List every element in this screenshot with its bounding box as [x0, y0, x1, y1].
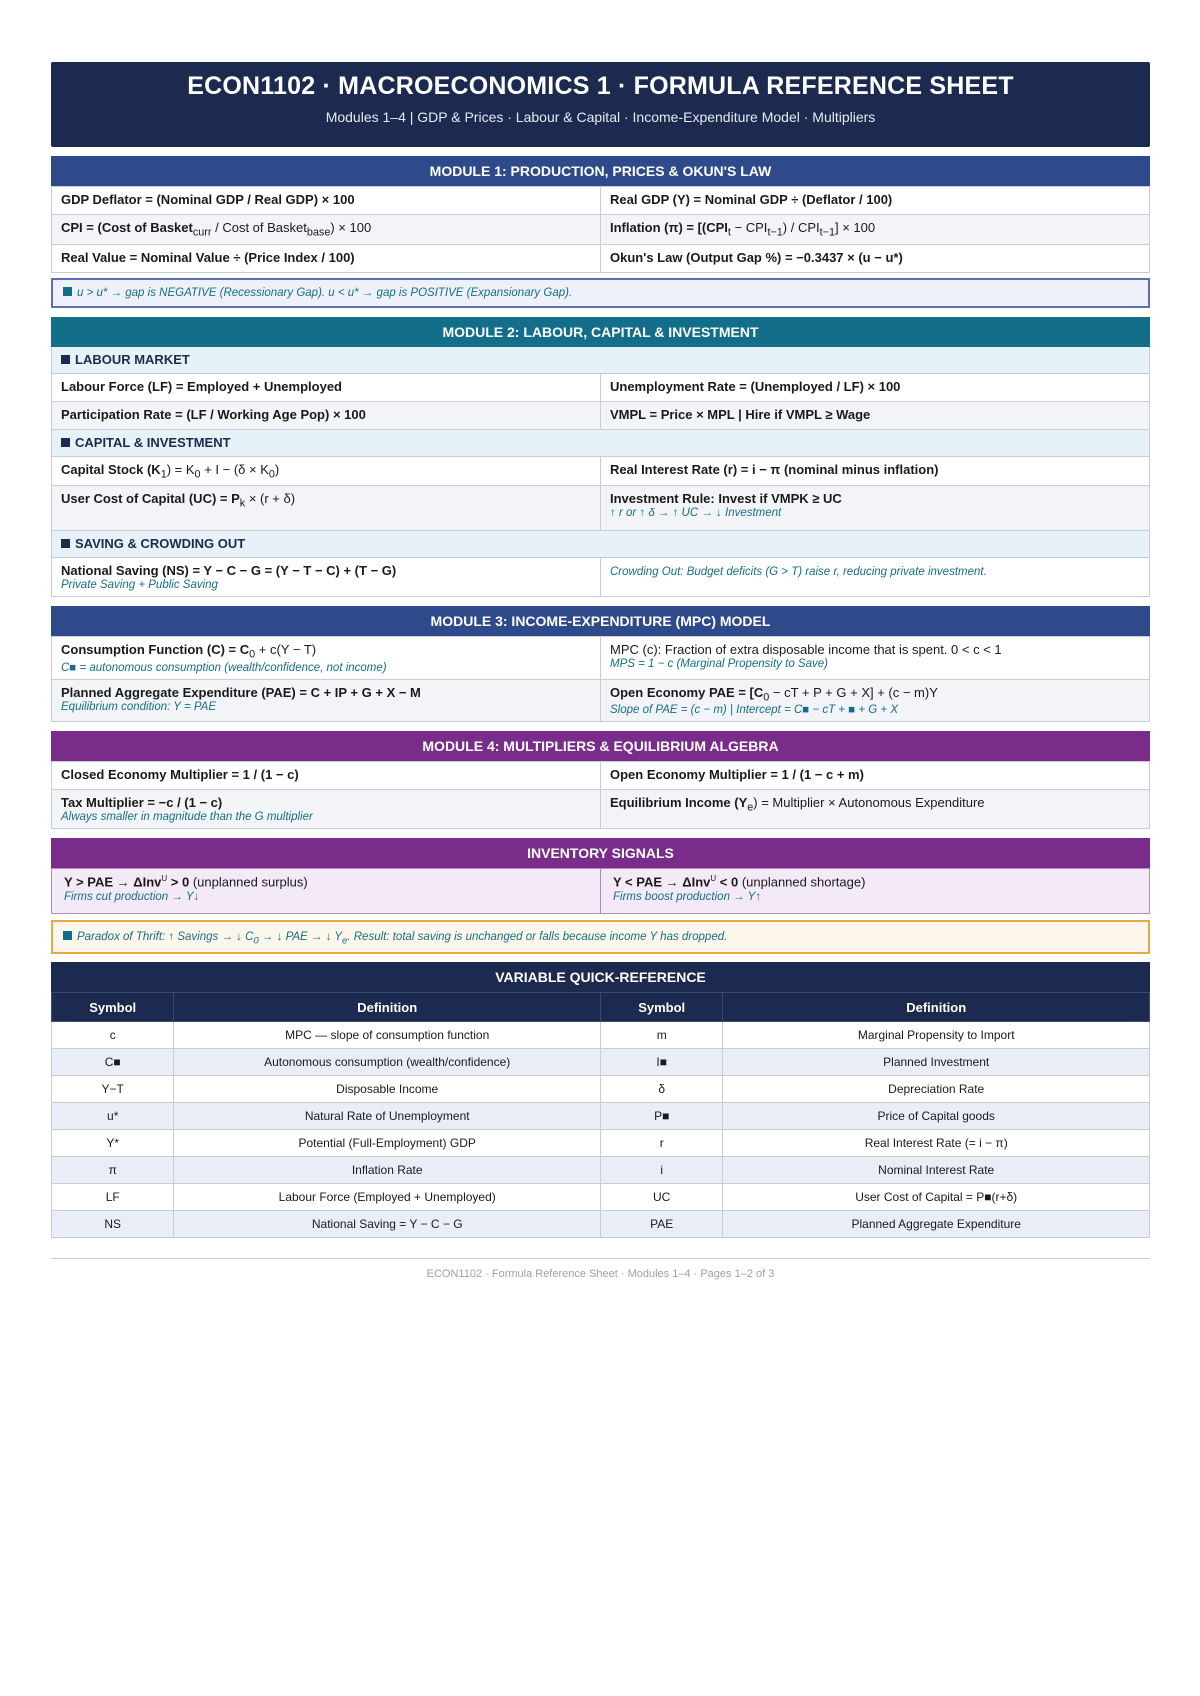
text: − CPI — [730, 220, 768, 235]
note-text: Firms boost production → Y↑ — [613, 890, 762, 903]
module1-table — [51, 186, 1150, 273]
symbol-cell: P■ — [600, 1103, 722, 1130]
text: + I − (δ × K — [200, 461, 269, 477]
subscript: k — [239, 497, 246, 510]
square-bullet-icon — [61, 539, 70, 548]
module4-table — [51, 761, 1150, 829]
subheader-text: CAPITAL & INVESTMENT — [75, 434, 231, 450]
text: Equilibrium Income (Y — [610, 795, 748, 811]
formula-real-value: Real Value = Nominal Value ÷ (Price Index / 100) — [61, 249, 355, 265]
note-text: Firms cut production → Y↓ — [64, 890, 200, 903]
formula-cell — [52, 762, 601, 790]
table-row — [52, 1211, 1150, 1238]
formula-inflation — [601, 215, 1150, 245]
table-row — [52, 244, 1150, 272]
table-row — [52, 373, 1150, 401]
formula-vmpl: VMPL = Price × MPL | Hire if VMPL ≥ Wage — [610, 406, 871, 422]
table-row — [52, 1022, 1150, 1049]
table-row — [52, 1184, 1150, 1211]
text: ) / CPI — [782, 220, 820, 235]
table-row — [52, 869, 1150, 914]
symbol-cell: u* — [52, 1103, 174, 1130]
text: + c(Y − T) — [255, 642, 317, 658]
subscript: 0 — [763, 691, 770, 704]
formula-cell — [601, 456, 1150, 486]
symbol-cell: r — [600, 1130, 722, 1157]
subscript: curr — [192, 226, 212, 239]
formula-investment-rule: Investment Rule: Invest if VMPK ≥ UC — [610, 491, 842, 507]
text: → ↓ PAE → ↓ Y — [258, 931, 343, 944]
formula-capital-stock — [52, 456, 601, 486]
formula-national-saving: National Saving (NS) = Y − C − G = (Y − T − C) + (T − G) — [61, 563, 397, 579]
text: > 0 — [167, 874, 190, 890]
formula-pae: Planned Aggregate Expenditure (PAE) = C + IP + G + X − M — [61, 684, 421, 700]
footer: ECON1102 · Formula Reference Sheet · Modules 1–4 · Pages 1–2 of 3 — [426, 1268, 775, 1281]
square-bullet-icon — [61, 438, 70, 447]
definition-cell: Planned Aggregate Expenditure — [723, 1211, 1150, 1238]
note-text: Always smaller in magnitude than the G multiplier — [61, 811, 313, 824]
capital-table — [51, 456, 1150, 532]
text: CPI = (Cost of Basket — [61, 220, 193, 235]
text: ] × 100 — [835, 220, 876, 235]
note-text: ↑ r or ↑ δ → ↑ UC → ↓ Investment — [610, 507, 782, 520]
formula-cell — [52, 558, 601, 597]
definition-cell: Planned Investment — [723, 1049, 1150, 1076]
definition-cell: Marginal Propensity to Import — [723, 1022, 1150, 1049]
formula-sheet — [51, 62, 1150, 1280]
formula-labour-force: Labour Force (LF) = Employed + Unemployed — [61, 378, 342, 394]
symbol-cell: I■ — [600, 1049, 722, 1076]
formula-cell — [601, 558, 1150, 597]
table-row — [52, 1130, 1150, 1157]
subscript: 0 — [253, 935, 259, 947]
subscript: base — [306, 226, 331, 239]
definition-cell: MPC — slope of consumption function — [174, 1022, 601, 1049]
formula-consumption — [52, 637, 601, 680]
table-header-row — [52, 993, 1150, 1022]
symbol-cell: Y* — [52, 1130, 174, 1157]
text: (unplanned shortage) — [738, 874, 866, 890]
text: Capital Stock (K — [61, 461, 161, 477]
text: × (r + δ) — [245, 491, 296, 507]
formula-tax-multiplier: Tax Multiplier = −c / (1 − c) — [61, 795, 223, 811]
formula-unemployment-rate: Unemployment Rate = (Unemployed / LF) × 100 — [610, 378, 901, 394]
definition-cell: Disposable Income — [174, 1076, 601, 1103]
text: . Result: total saving is unchanged or falls because income Y has dropped. — [347, 931, 728, 944]
definition-cell: Natural Rate of Unemployment — [174, 1103, 601, 1130]
header — [51, 62, 1150, 147]
text: Inflation (π) = [(CPI — [610, 220, 728, 235]
table-row — [52, 1157, 1150, 1184]
formula-open-pae — [601, 679, 1150, 722]
symbol-cell: UC — [600, 1184, 722, 1211]
symbol-cell: C■ — [52, 1049, 174, 1076]
formula-cell — [601, 244, 1150, 272]
formula-cell — [52, 401, 601, 429]
superscript: U — [710, 874, 717, 884]
definition-cell: Nominal Interest Rate — [723, 1157, 1150, 1184]
formula-cpi — [52, 215, 601, 245]
capital-subheader — [51, 430, 1150, 456]
formula-cell — [601, 762, 1150, 790]
subscript: 0 — [268, 468, 275, 481]
definition-cell: Potential (Full-Employment) GDP — [174, 1130, 601, 1157]
note-text: Equilibrium condition: Y = PAE — [61, 700, 217, 713]
variables-header: VARIABLE QUICK-REFERENCE — [51, 962, 1150, 992]
definition-cell: Price of Capital goods — [723, 1103, 1150, 1130]
definition-cell: Inflation Rate — [174, 1157, 601, 1184]
symbol-cell: LF — [52, 1184, 174, 1211]
text: Paradox of Thrift: ↑ Savings → ↓ C — [77, 931, 254, 944]
module2-header: MODULE 2: LABOUR, CAPITAL & INVESTMENT — [51, 317, 1150, 347]
paradox-callout — [51, 920, 1150, 954]
column-header: Definition — [723, 993, 1150, 1022]
formula-cell — [52, 373, 601, 401]
subscript: e — [747, 801, 754, 814]
table-row — [52, 637, 1150, 680]
inventory-header: INVENTORY SIGNALS — [51, 838, 1150, 868]
symbol-cell: δ — [600, 1076, 722, 1103]
subheader-text: SAVING & CROWDING OUT — [75, 536, 246, 552]
definition-cell: Labour Force (Employed + Unemployed) — [174, 1184, 601, 1211]
okun-callout — [51, 278, 1150, 308]
table-row — [52, 790, 1150, 829]
column-header: Symbol — [52, 993, 174, 1022]
text: ) = K — [166, 461, 195, 477]
symbol-cell: NS — [52, 1211, 174, 1238]
formula-closed-multiplier: Closed Economy Multiplier = 1 / (1 − c) — [61, 767, 299, 783]
variables-table — [51, 992, 1150, 1238]
subscript: e — [342, 935, 348, 947]
inventory-shortage — [601, 869, 1150, 914]
labour-subheader — [51, 347, 1150, 373]
symbol-cell: i — [600, 1157, 722, 1184]
module3-header: MODULE 3: INCOME-EXPENDITURE (MPC) MODEL — [51, 606, 1150, 636]
definition-cell: National Saving = Y − C − G — [174, 1211, 601, 1238]
text: − cT + P + G + X] + (c − m)Y — [769, 684, 938, 700]
column-header: Definition — [174, 993, 601, 1022]
formula-cell — [601, 373, 1150, 401]
formula-cell — [52, 679, 601, 722]
text: Open Economy PAE = [C — [610, 684, 764, 700]
page-subtitle: Modules 1–4 | GDP & Prices · Labour & Capital · Income-Expenditure Model · Multipliers — [325, 109, 876, 125]
formula-user-cost — [52, 486, 601, 531]
formula-real-gdp: Real GDP (Y) = Nominal GDP ÷ (Deflator / 100) — [610, 192, 893, 207]
table-row — [52, 486, 1150, 531]
table-row — [52, 1076, 1150, 1103]
table-row — [52, 558, 1150, 597]
subscript: t — [727, 226, 731, 239]
table-row — [52, 215, 1150, 245]
callout-text: u > u* → gap is NEGATIVE (Recessionary Gap). u < u* → gap is POSITIVE (Expansionary Gap). — [77, 286, 573, 299]
symbol-cell: Y−T — [52, 1076, 174, 1103]
note-text: MPS = 1 − c (Marginal Propensity to Save) — [610, 658, 828, 671]
table-row — [52, 679, 1150, 722]
module1-header: MODULE 1: PRODUCTION, PRICES & OKUN'S LAW — [51, 156, 1150, 186]
inventory-table — [51, 868, 1150, 914]
saving-subheader — [51, 531, 1150, 557]
text: (unplanned surplus) — [189, 874, 308, 890]
definition-cell: Real Interest Rate (= i − π) — [723, 1130, 1150, 1157]
square-bullet-icon — [63, 287, 72, 296]
formula-cell — [52, 790, 601, 829]
formula-cell — [601, 401, 1150, 429]
text: Y > PAE → ΔInv — [64, 874, 162, 890]
text: ) — [274, 461, 280, 477]
formula-cell — [52, 244, 601, 272]
subscript: 1 — [160, 468, 167, 481]
formula-real-interest-rate: Real Interest Rate (r) = i − π (nominal minus inflation) — [610, 461, 939, 477]
table-row — [52, 1103, 1150, 1130]
crowding-out-note: Crowding Out: Budget deficits (G > T) raise r, reducing private investment. — [610, 566, 987, 579]
superscript: U — [161, 874, 168, 884]
page-title: ECON1102 · MACROECONOMICS 1 · FORMULA REFERENCE SHEET — [187, 72, 1014, 100]
formula-participation-rate: Participation Rate = (LF / Working Age Pop) × 100 — [61, 406, 366, 422]
table-row — [52, 456, 1150, 486]
subheader-text: LABOUR MARKET — [75, 351, 190, 367]
formula-cell — [601, 637, 1150, 680]
formula-cell — [601, 486, 1150, 531]
text: Consumption Function (C) = C — [61, 642, 250, 658]
text: / Cost of Basket — [211, 220, 307, 235]
note-text: Private Saving + Public Saving — [61, 579, 218, 592]
table-row — [52, 401, 1150, 429]
text: User Cost of Capital (UC) = P — [61, 491, 240, 507]
formula-gdp-deflator: GDP Deflator = (Nominal GDP / Real GDP) × 100 — [61, 192, 355, 207]
note-text: Slope of PAE = (c − m) | Intercept = C■ − cT + ■ + G + X — [610, 704, 898, 717]
formula-mpc: MPC (c): Fraction of extra disposable income that is spent. 0 < c < 1 — [610, 642, 1002, 658]
symbol-cell: π — [52, 1157, 174, 1184]
square-bullet-icon — [61, 355, 70, 364]
module3-table — [51, 636, 1150, 722]
definition-cell: Autonomous consumption (wealth/confidence) — [174, 1049, 601, 1076]
formula-okun: Okun's Law (Output Gap %) = −0.3437 × (u − u*) — [610, 249, 903, 265]
subscript: t−1 — [819, 226, 835, 239]
subscript: t−1 — [767, 226, 783, 239]
text: ) = Multiplier × Autonomous Expenditure — [753, 795, 985, 811]
labour-table — [51, 373, 1150, 430]
formula-cell — [601, 187, 1150, 215]
formula-equilibrium-income — [601, 790, 1150, 829]
text: < 0 — [716, 874, 739, 890]
subscript: 0 — [249, 648, 256, 661]
symbol-cell: m — [600, 1022, 722, 1049]
table-row — [52, 187, 1150, 215]
symbol-cell: c — [52, 1022, 174, 1049]
footer-divider — [51, 1258, 1150, 1259]
symbol-cell: PAE — [600, 1211, 722, 1238]
column-header: Symbol — [600, 993, 722, 1022]
formula-open-multiplier: Open Economy Multiplier = 1 / (1 − c + m) — [610, 767, 864, 783]
module4-header: MODULE 4: MULTIPLIERS & EQUILIBRIUM ALGEBRA — [51, 731, 1150, 761]
table-row — [52, 762, 1150, 790]
text: ) × 100 — [330, 220, 372, 235]
text: Y < PAE → ΔInv — [613, 874, 711, 890]
subscript: 0 — [194, 468, 201, 481]
note-text: C■ = autonomous consumption (wealth/confidence, not income) — [61, 661, 387, 674]
saving-table — [51, 557, 1150, 597]
definition-cell: Depreciation Rate — [723, 1076, 1150, 1103]
square-bullet-icon — [63, 931, 72, 940]
table-row — [52, 1049, 1150, 1076]
inventory-surplus — [52, 869, 601, 914]
formula-cell — [52, 187, 601, 215]
definition-cell: User Cost of Capital = P■(r+δ) — [723, 1184, 1150, 1211]
